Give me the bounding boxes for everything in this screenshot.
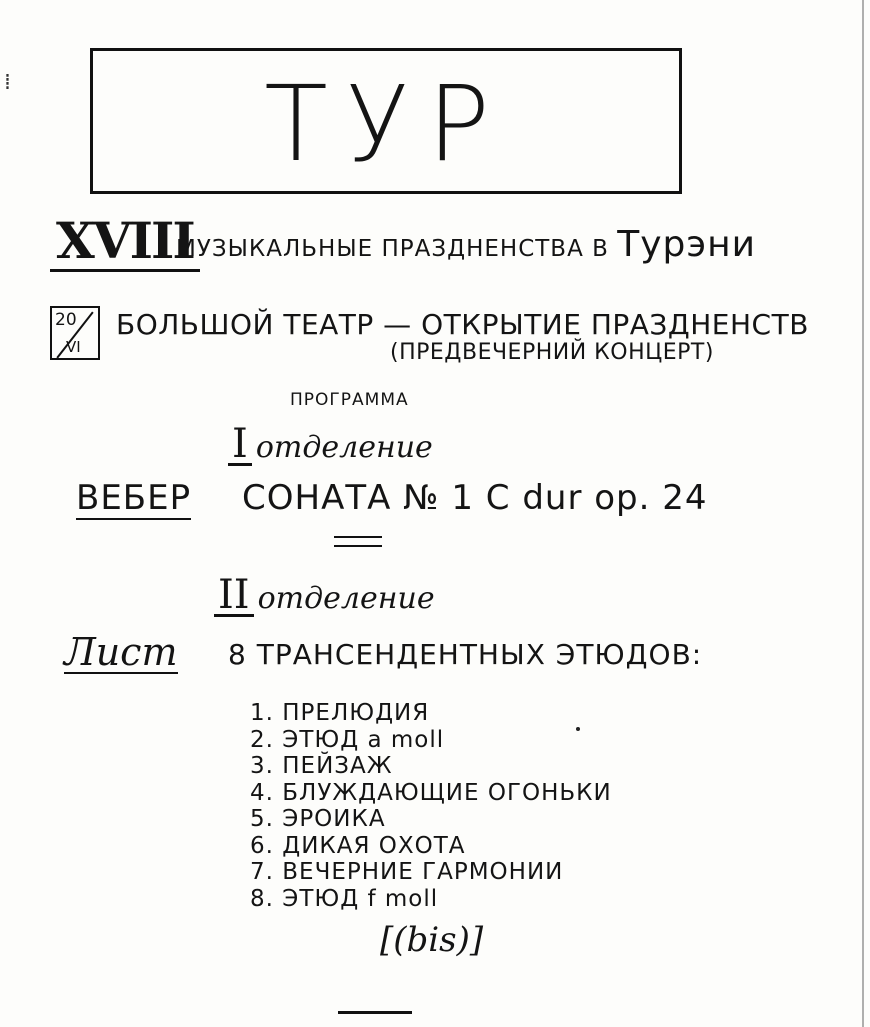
part-one-work: СОНАТА № 1 C dur op. 24 <box>242 478 708 518</box>
part-one-heading <box>228 421 433 467</box>
list-item: 8. ЭТЮД f moll <box>250 885 439 912</box>
list-item: 1. ПРЕЛЮДИЯ <box>250 700 430 726</box>
part-two-number: II <box>214 576 254 617</box>
part-two-heading <box>214 572 435 618</box>
festival-heading <box>176 224 756 265</box>
title-frame <box>90 48 682 194</box>
list-item: 7. ВЕЧЕРНИЕ ГАРМОНИИ <box>250 859 564 885</box>
list-item: 2. ЭТЮД a moll <box>250 726 445 753</box>
list-item: 4. БЛУЖДАЮЩИЕ ОГОНЬКИ <box>250 779 612 806</box>
part-two-composer: Лист <box>64 630 178 674</box>
festival-number: XVIII <box>50 213 200 272</box>
part-two-label: отделение <box>257 581 435 616</box>
page-title: ТУР <box>264 63 508 185</box>
page-edge-shadow <box>862 0 864 1027</box>
part-separator-line <box>334 545 382 547</box>
venue-note: (ПРЕДВЕЧЕРНИЙ КОНЦЕРТ) <box>390 340 714 365</box>
list-item: 6. ДИКАЯ ОХОТА <box>250 832 466 859</box>
venue-heading: БОЛЬШОЙ ТЕАТР — ОТКРЫТИЕ ПРАЗДНЕНСТВ <box>116 308 809 341</box>
part-one-composer: ВЕБЕР <box>76 478 192 518</box>
list-item: 3. ПЕЙЗАЖ <box>250 753 393 779</box>
etude-list <box>250 700 612 912</box>
part-separator-line <box>334 536 382 538</box>
margin-mark: ⁞ <box>4 70 11 95</box>
ink-dot <box>576 727 580 731</box>
date-day: 20 <box>55 310 77 330</box>
festival-text: МУЗЫКАЛЬНЫЕ ПРАЗДНЕНСТВА В <box>176 236 618 262</box>
part-one-label: отделение <box>255 430 433 465</box>
date-month: VI <box>66 338 81 356</box>
closing-rule <box>338 1011 412 1014</box>
part-one-number: I <box>228 425 252 466</box>
list-item: 5. ЭРОИКА <box>250 806 386 832</box>
encore-note: [(bis)] <box>380 920 484 960</box>
part-two-work: 8 ТРАНСЕНДЕНТНЫХ ЭТЮДОВ: <box>228 638 703 671</box>
program-label: ПРОГРАММА <box>290 390 409 410</box>
date-box <box>50 306 100 360</box>
festival-place: Турэни <box>617 224 757 265</box>
